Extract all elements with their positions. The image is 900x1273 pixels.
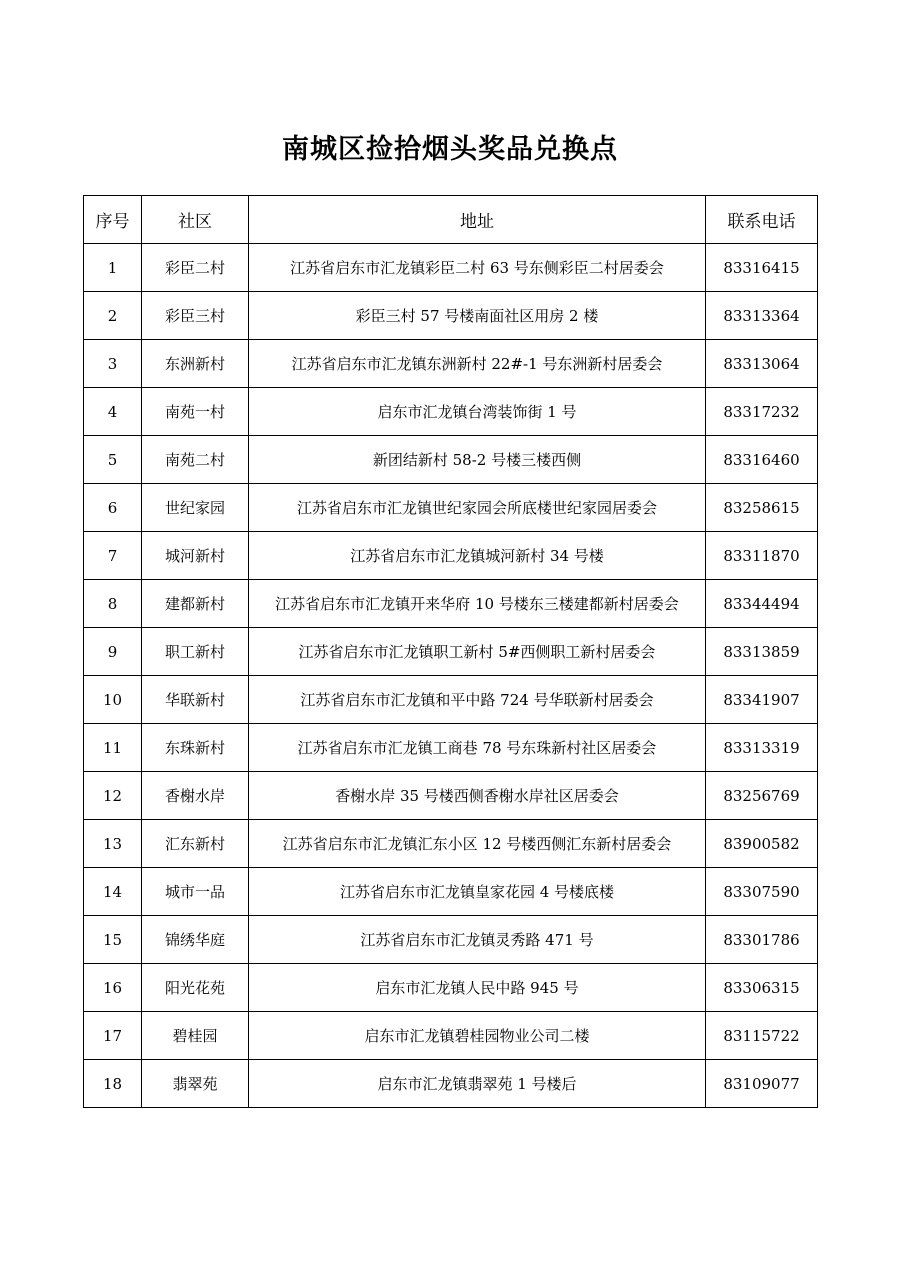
cell-phone: 83313859 — [706, 628, 818, 676]
table-row — [84, 676, 818, 724]
cell-address: 彩臣三村 57 号楼南面社区用房 2 楼 — [249, 292, 706, 340]
table-row — [84, 292, 818, 340]
table-row — [84, 580, 818, 628]
cell-community: 翡翠苑 — [142, 1060, 249, 1108]
cell-no: 16 — [84, 964, 142, 1012]
cell-phone: 83311870 — [706, 532, 818, 580]
cell-no: 5 — [84, 436, 142, 484]
cell-phone: 83316460 — [706, 436, 818, 484]
cell-address: 新团结新村 58-2 号楼三楼西侧 — [249, 436, 706, 484]
cell-phone: 83313064 — [706, 340, 818, 388]
cell-address: 启东市汇龙镇台湾装饰街 1 号 — [249, 388, 706, 436]
table-row — [84, 532, 818, 580]
cell-no: 18 — [84, 1060, 142, 1108]
cell-address: 江苏省启东市汇龙镇职工新村 5#西侧职工新村居委会 — [249, 628, 706, 676]
cell-phone: 83258615 — [706, 484, 818, 532]
table-row — [84, 628, 818, 676]
cell-community: 东洲新村 — [142, 340, 249, 388]
cell-no: 11 — [84, 724, 142, 772]
cell-address: 江苏省启东市汇龙镇工商巷 78 号东珠新村社区居委会 — [249, 724, 706, 772]
table-header-row — [84, 196, 818, 244]
cell-phone: 83301786 — [706, 916, 818, 964]
cell-community: 彩臣三村 — [142, 292, 249, 340]
cell-address: 香榭水岸 35 号楼西侧香榭水岸社区居委会 — [249, 772, 706, 820]
cell-phone: 83344494 — [706, 580, 818, 628]
cell-address: 江苏省启东市汇龙镇皇家花园 4 号楼底楼 — [249, 868, 706, 916]
table-body — [84, 244, 818, 1108]
cell-phone: 83317232 — [706, 388, 818, 436]
cell-phone: 83109077 — [706, 1060, 818, 1108]
cell-no: 1 — [84, 244, 142, 292]
cell-no: 13 — [84, 820, 142, 868]
cell-community: 锦绣华庭 — [142, 916, 249, 964]
exchange-points-table — [83, 195, 818, 1108]
column-header-community: 社区 — [142, 196, 249, 244]
cell-phone: 83313364 — [706, 292, 818, 340]
table-row — [84, 916, 818, 964]
cell-no: 8 — [84, 580, 142, 628]
table-row — [84, 340, 818, 388]
cell-address: 启东市汇龙镇翡翠苑 1 号楼后 — [249, 1060, 706, 1108]
table-row — [84, 772, 818, 820]
cell-no: 2 — [84, 292, 142, 340]
table-row — [84, 868, 818, 916]
cell-no: 9 — [84, 628, 142, 676]
table-row — [84, 1012, 818, 1060]
cell-community: 汇东新村 — [142, 820, 249, 868]
cell-address: 江苏省启东市汇龙镇世纪家园会所底楼世纪家园居委会 — [249, 484, 706, 532]
cell-address: 江苏省启东市汇龙镇东洲新村 22#-1 号东洲新村居委会 — [249, 340, 706, 388]
cell-address: 江苏省启东市汇龙镇和平中路 724 号华联新村居委会 — [249, 676, 706, 724]
cell-no: 14 — [84, 868, 142, 916]
table-row — [84, 724, 818, 772]
column-header-phone: 联系电话 — [706, 196, 818, 244]
cell-phone: 83900582 — [706, 820, 818, 868]
cell-no: 12 — [84, 772, 142, 820]
cell-no: 4 — [84, 388, 142, 436]
cell-address: 江苏省启东市汇龙镇城河新村 34 号楼 — [249, 532, 706, 580]
cell-community: 碧桂园 — [142, 1012, 249, 1060]
cell-phone: 83256769 — [706, 772, 818, 820]
cell-phone: 83313319 — [706, 724, 818, 772]
cell-address: 江苏省启东市汇龙镇开来华府 10 号楼东三楼建都新村居委会 — [249, 580, 706, 628]
cell-phone: 83115722 — [706, 1012, 818, 1060]
cell-community: 城河新村 — [142, 532, 249, 580]
cell-phone: 83306315 — [706, 964, 818, 1012]
cell-address: 启东市汇龙镇碧桂园物业公司二楼 — [249, 1012, 706, 1060]
cell-community: 职工新村 — [142, 628, 249, 676]
table-row — [84, 964, 818, 1012]
cell-phone: 83316415 — [706, 244, 818, 292]
table-row — [84, 388, 818, 436]
cell-community: 南苑一村 — [142, 388, 249, 436]
cell-community: 建都新村 — [142, 580, 249, 628]
cell-phone: 83307590 — [706, 868, 818, 916]
table-row — [84, 436, 818, 484]
table-row — [84, 484, 818, 532]
cell-no: 6 — [84, 484, 142, 532]
column-header-no: 序号 — [84, 196, 142, 244]
cell-community: 彩臣二村 — [142, 244, 249, 292]
cell-no: 7 — [84, 532, 142, 580]
column-header-address: 地址 — [249, 196, 706, 244]
cell-address: 江苏省启东市汇龙镇灵秀路 471 号 — [249, 916, 706, 964]
cell-community: 华联新村 — [142, 676, 249, 724]
cell-community: 世纪家园 — [142, 484, 249, 532]
table-row — [84, 244, 818, 292]
cell-address: 启东市汇龙镇人民中路 945 号 — [249, 964, 706, 1012]
cell-community: 南苑二村 — [142, 436, 249, 484]
cell-community: 东珠新村 — [142, 724, 249, 772]
cell-community: 城市一品 — [142, 868, 249, 916]
cell-phone: 83341907 — [706, 676, 818, 724]
cell-no: 15 — [84, 916, 142, 964]
cell-community: 阳光花苑 — [142, 964, 249, 1012]
cell-address: 江苏省启东市汇龙镇彩臣二村 63 号东侧彩臣二村居委会 — [249, 244, 706, 292]
cell-no: 3 — [84, 340, 142, 388]
cell-address: 江苏省启东市汇龙镇汇东小区 12 号楼西侧汇东新村居委会 — [249, 820, 706, 868]
table-row — [84, 820, 818, 868]
cell-no: 10 — [84, 676, 142, 724]
table-row — [84, 1060, 818, 1108]
cell-no: 17 — [84, 1012, 142, 1060]
cell-community: 香榭水岸 — [142, 772, 249, 820]
page-title: 南城区捡拾烟头奖品兑换点 — [282, 134, 618, 165]
